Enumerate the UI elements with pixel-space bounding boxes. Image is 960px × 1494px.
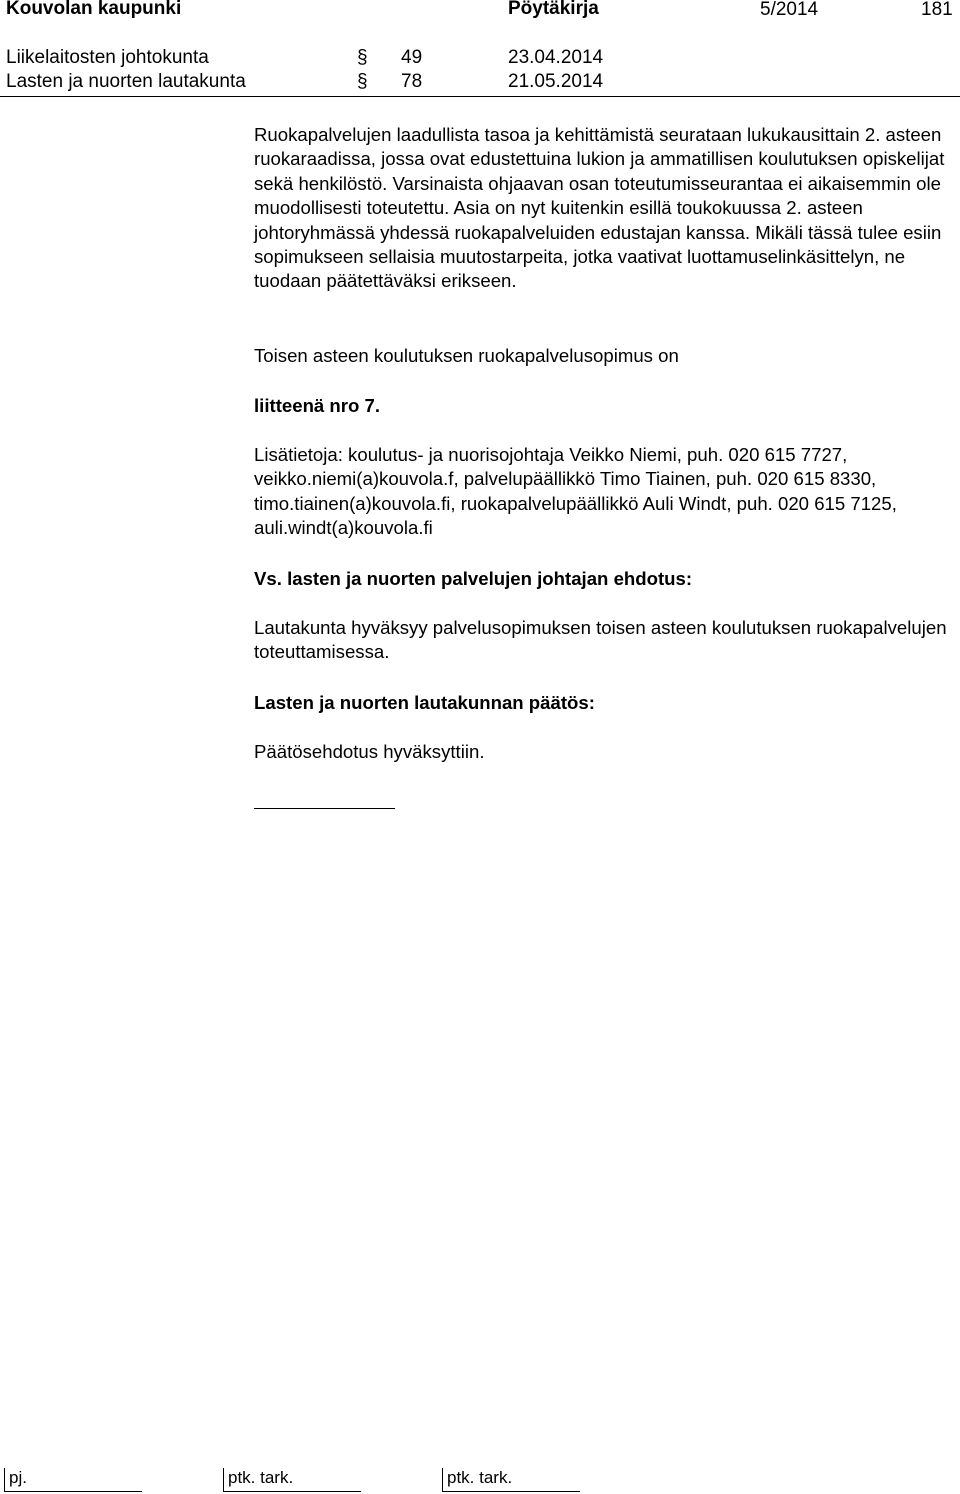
meeting-date: 23.04.2014 — [508, 47, 604, 68]
section-number: 49 — [401, 47, 423, 68]
chair-signature-line — [4, 1491, 142, 1492]
end-separator — [254, 808, 395, 809]
footer-divider — [223, 1468, 224, 1492]
attachment-intro: Toisen asteen koulutuksen ruokapalvelusopimus on — [254, 345, 679, 366]
meeting-date: 21.05.2014 — [508, 71, 604, 92]
paragraph-quality-monitoring: Ruokapalvelujen laadullista tasoa ja kehittämistä seurataan lukukausittain 2. asteen ruokaraadissa, jossa ovat edustettuina lukion ja ammatillisen koulutuksen opiskelijat sekä henkilöstö. Varsinaista ohjaavan osan toteutumisseurantaa ei aikaisemmin ole muodollisesti toteutettu. Asia on nyt kuitenkin esillä toukokuussa 2. asteen johtoryhmässä yhdessä ruokapalveluiden edustajan kanssa. Mikäli tässä tulee esiin sopimukseen sellaisia muutostarpeita, jotka vaativat luottamuselinkäsittelyn, ne tuodaan päätettäväksi erikseen. — [254, 124, 945, 292]
document-type: Pöytäkirja — [508, 0, 599, 19]
chair-signature-label: pj. — [9, 1468, 27, 1487]
minutes-checker-label: ptk. tark. — [228, 1468, 294, 1487]
decision-text: Päätösehdotus hyväksyttiin. — [254, 741, 485, 762]
section-symbol: § — [357, 71, 368, 92]
organization-name: Kouvolan kaupunki — [6, 0, 182, 19]
footer-divider — [4, 1468, 5, 1492]
minutes-checker-line — [223, 1491, 361, 1492]
meeting-body: Lasten ja nuorten lautakunta — [6, 71, 246, 92]
header-divider — [0, 96, 960, 97]
decision-heading: Lasten ja nuorten lautakunnan päätös: — [254, 692, 595, 713]
proposal-heading: Vs. lasten ja nuorten palvelujen johtajan ehdotus: — [254, 568, 693, 589]
section-number: 78 — [401, 71, 423, 92]
attachment-reference: liitteenä nro 7. — [254, 395, 381, 416]
issue-number: 5/2014 — [760, 0, 819, 20]
minutes-checker-label: ptk. tark. — [447, 1468, 513, 1487]
section-symbol: § — [357, 47, 368, 68]
footer-divider — [442, 1468, 443, 1492]
minutes-checker-line — [442, 1491, 580, 1492]
meeting-body: Liikelaitosten johtokunta — [6, 47, 209, 68]
page-number: 181 — [921, 0, 953, 20]
contact-info: Lisätietoja: koulutus- ja nuorisojohtaja Veikko Niemi, puh. 020 615 7727, veikko.niemi(a)kouvola.f, palvelupäällikkö Timo Tiainen, puh. 020 615 8330, timo.tiainen(a)kouvola.fi, ruokapalvelupäällikkö Auli Windt, puh. 020 615 7125, auli.windt(a)kouvola.fi — [254, 444, 897, 539]
proposal-text: Lautakunta hyväksyy palvelusopimuksen toisen asteen koulutuksen ruokapalvelujen toteuttamisessa. — [254, 617, 947, 663]
